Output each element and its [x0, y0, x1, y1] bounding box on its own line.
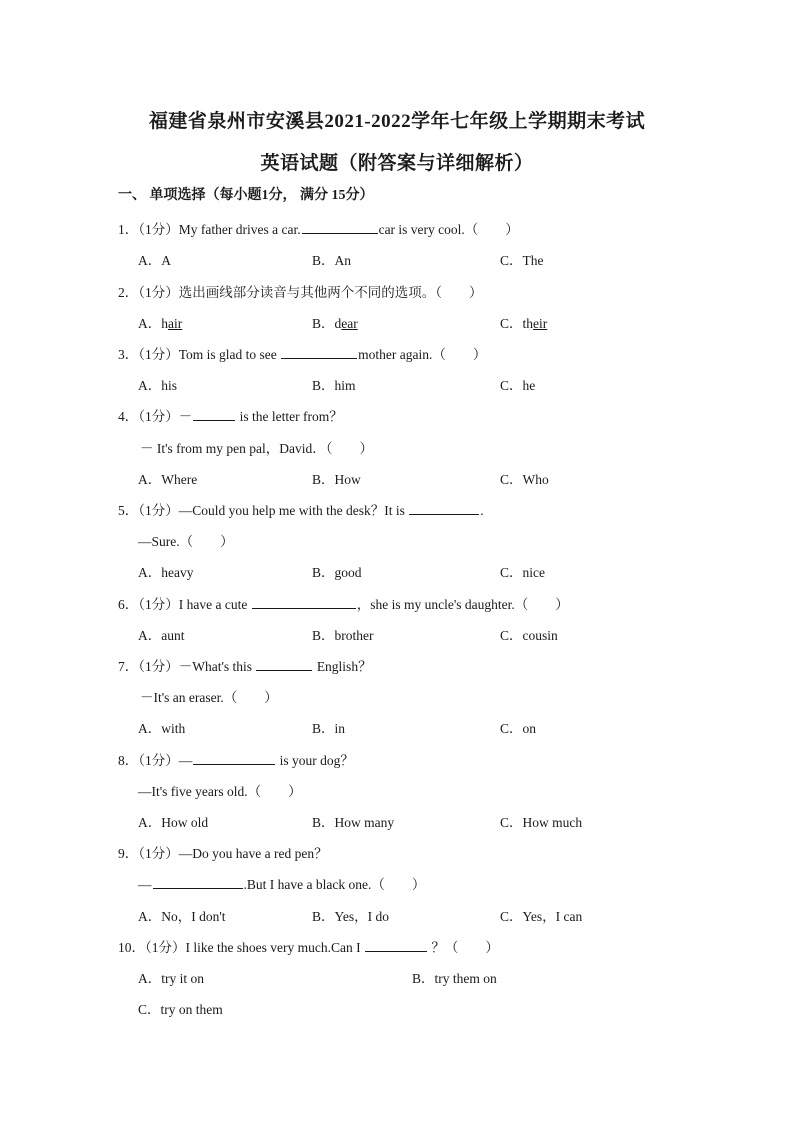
question-7: 7．（1分）－What's this English？: [118, 659, 372, 674]
option-a: A．Where: [138, 472, 198, 487]
option-c: C．nice: [500, 565, 545, 580]
question-8-reply: —It's five years old.（ ）: [138, 784, 302, 799]
option-c: C．cousin: [500, 628, 558, 643]
question-8: 8．（1分）— is your dog？: [118, 753, 354, 768]
question-5: 5．（1分）—Could you help me with the desk？It is .: [118, 503, 484, 518]
question-9-reply: — .But I have a black one.（ ）: [138, 877, 426, 892]
option-a: A．hair: [138, 316, 183, 331]
option-a: A．with: [138, 721, 186, 736]
question-4: 4．（1分）－ is the letter from？: [118, 409, 343, 424]
option-b: B．dear: [312, 316, 358, 331]
question-3: 3．（1分）Tom is glad to see mother again.（ ）: [118, 347, 487, 362]
option-b: B．in: [312, 721, 346, 736]
question-1: 1．（1分）My father drives a car. car is very cool.（ ）: [118, 222, 519, 237]
question-10: 10．（1分）I like the shoes very much.Can I ？（ ）: [118, 940, 499, 955]
option-c: C．Who: [500, 472, 549, 487]
option-c: C．he: [500, 378, 536, 393]
question-6: 6．（1分）I have a cute ，she is my uncle's daughter.（ ）: [118, 597, 569, 612]
option-c: C．Yes，I can: [500, 909, 583, 924]
question-7-reply: －It's an eraser.（ ）: [140, 690, 278, 705]
option-a: A．his: [138, 378, 178, 393]
option-c: C．The: [500, 253, 544, 268]
option-c: C．try on them: [138, 1002, 223, 1017]
answer-blank: [153, 876, 243, 889]
answer-blank: [365, 939, 427, 952]
option-a: A．heavy: [138, 565, 194, 580]
page-subtitle: 英语试题（附答案与详细解析）: [260, 153, 534, 174]
question-2: 2．（1分）选出画线部分读音与其他两个不同的选项。（ ）: [118, 285, 483, 300]
option-a: A．aunt: [138, 628, 185, 643]
option-b: B．Yes，I do: [312, 909, 390, 924]
option-c: C．on: [500, 721, 537, 736]
section-heading: 一、 单项选择（每小题1分， 满分 15分）: [118, 188, 374, 203]
answer-blank: [193, 752, 275, 765]
option-b: B．How many: [312, 815, 395, 830]
option-a: A．No，I don't: [138, 909, 226, 924]
question-9: 9．（1分）—Do you have a red pen？: [118, 846, 328, 861]
answer-blank: [256, 658, 312, 671]
option-b: B．him: [312, 378, 356, 393]
option-a: A．try it on: [138, 971, 204, 986]
question-4-reply: － It's from my pen pal，David．（ ）: [140, 441, 374, 456]
answer-blank: [193, 408, 235, 421]
question-5-reply: —Sure.（ ）: [138, 534, 234, 549]
answer-blank: [281, 346, 357, 359]
option-a: A．How old: [138, 815, 209, 830]
option-c: C．How much: [500, 815, 583, 830]
option-a: A．A: [138, 253, 171, 268]
option-b: B．An: [312, 253, 352, 268]
option-b: B．brother: [312, 628, 374, 643]
option-b: B．try them on: [412, 971, 497, 986]
answer-blank: [409, 502, 479, 515]
option-b: B．How: [312, 472, 361, 487]
answer-blank: [252, 596, 356, 609]
answer-blank: [302, 221, 378, 234]
page-title: 福建省泉州市安溪县2021-2022学年七年级上学期期末考试: [148, 111, 646, 132]
option-c: C．their: [500, 316, 548, 331]
option-b: B．good: [312, 565, 362, 580]
